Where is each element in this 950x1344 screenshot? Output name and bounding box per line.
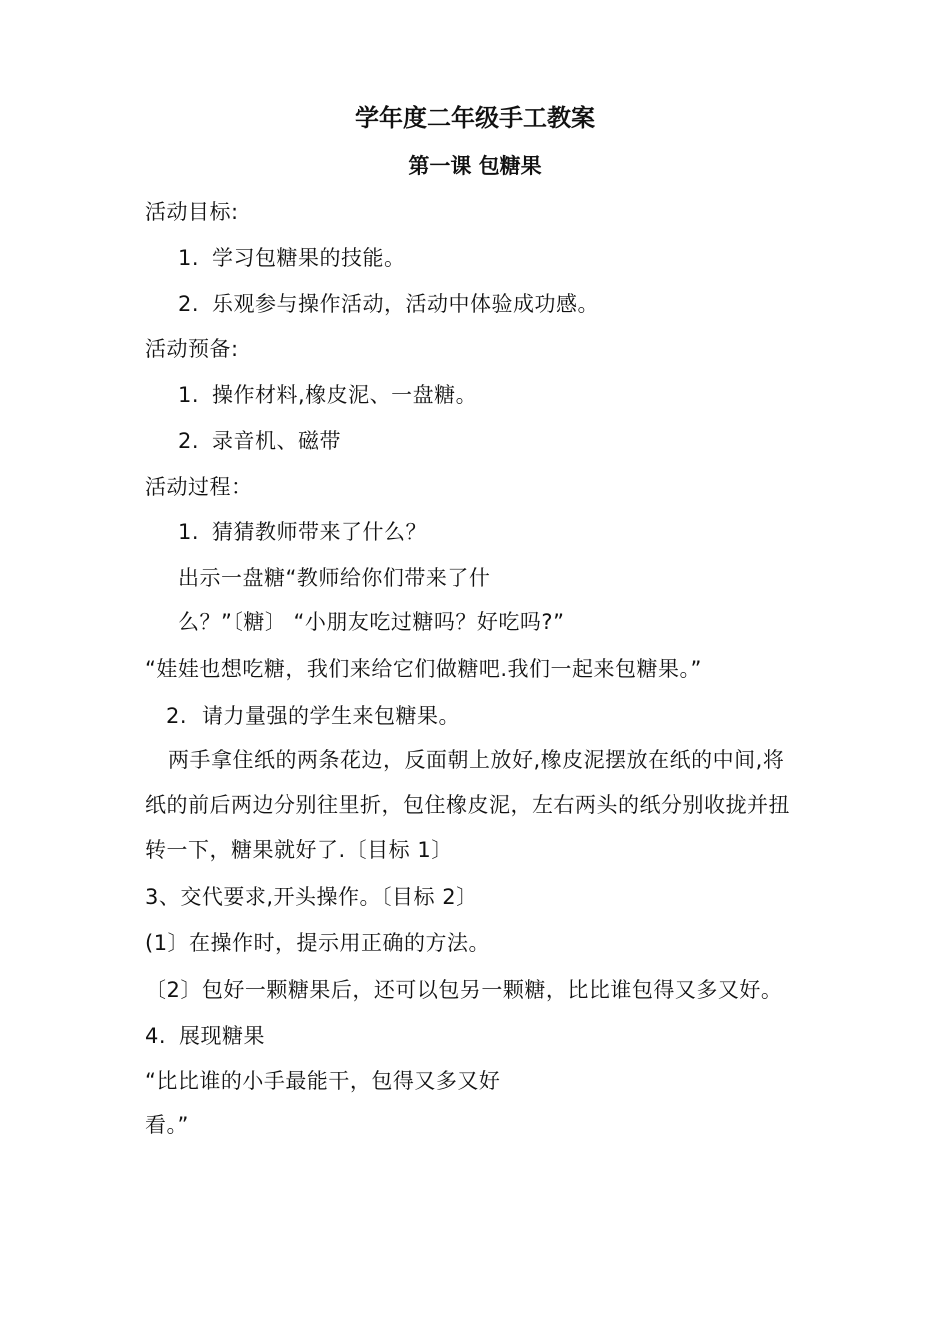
goal-item-text: 乐观参与操作活动，活动中体验成功感。 [212, 292, 599, 316]
step-number: 2. [166, 704, 188, 728]
prep-heading: 活动预备: [145, 337, 239, 361]
prep-item [178, 380, 477, 410]
step-1-line: “娃娃也想吃糖，我们来给它们做糖吧.我们一起来包糖果。” [145, 657, 702, 681]
goals-heading: 活动目标: [145, 200, 239, 224]
step-1-line: 出示一盘糖“教师给你们带来了什 [178, 566, 491, 590]
step-2-line: 纸的前后两边分别往里折，包住橡皮泥，左右两头的纸分别收拢并扭 [145, 793, 790, 817]
prep-item-number: 1. [178, 383, 200, 407]
step-2-line: 两手拿住纸的两条花边，反面朝上放好,橡皮泥摆放在纸的中间,将 [168, 748, 785, 772]
goal-item-number: 1. [178, 246, 200, 270]
step-number: 4. [145, 1024, 167, 1048]
process-step-4 [145, 1021, 265, 1051]
goal-item-number: 2. [178, 292, 200, 316]
step-4-line: “比比谁的小手最能干，包得又多又好 [145, 1069, 501, 1093]
prep-item-text: 录音机、磁带 [212, 429, 341, 453]
step-text: 猜猜教师带来了什么？ [212, 520, 427, 544]
step-text: 请力量强的学生来包糖果。 [202, 704, 460, 728]
step-4-line: 看。” [145, 1113, 189, 1137]
process-step-3: 3、交代要求,开头操作。〔目标 2〕 [145, 885, 478, 909]
prep-item-number: 2. [178, 429, 200, 453]
process-heading: 活动过程： [145, 475, 253, 499]
step-1-line: 么？”〔糖〕 “小朋友吃过糖吗？好吃吗?” [178, 610, 565, 634]
step-2-line: 转一下，糖果就好了.〔目标 1〕 [145, 838, 453, 862]
goal-item-text: 学习包糖果的技能。 [212, 246, 406, 270]
step-3-subitem: 〔2〕包好一颗糖果后，还可以包另一颗糖，比比谁包得又多又好。 [145, 978, 783, 1002]
goal-item [178, 243, 406, 273]
step-text: 展现糖果 [179, 1024, 265, 1048]
step-3-subitem: (1〕在操作时，提示用正确的方法。 [145, 931, 491, 955]
step-number: 1. [178, 520, 200, 544]
document-title: 学年度二年级手工教案 [355, 104, 595, 132]
prep-item-text: 操作材料,橡皮泥、一盘糖。 [212, 383, 478, 407]
lesson-subtitle: 第一课 包糖果 [408, 154, 542, 178]
goal-item [178, 289, 599, 319]
process-step-2 [166, 701, 460, 731]
prep-item [178, 426, 341, 456]
process-step-1 [178, 517, 427, 547]
